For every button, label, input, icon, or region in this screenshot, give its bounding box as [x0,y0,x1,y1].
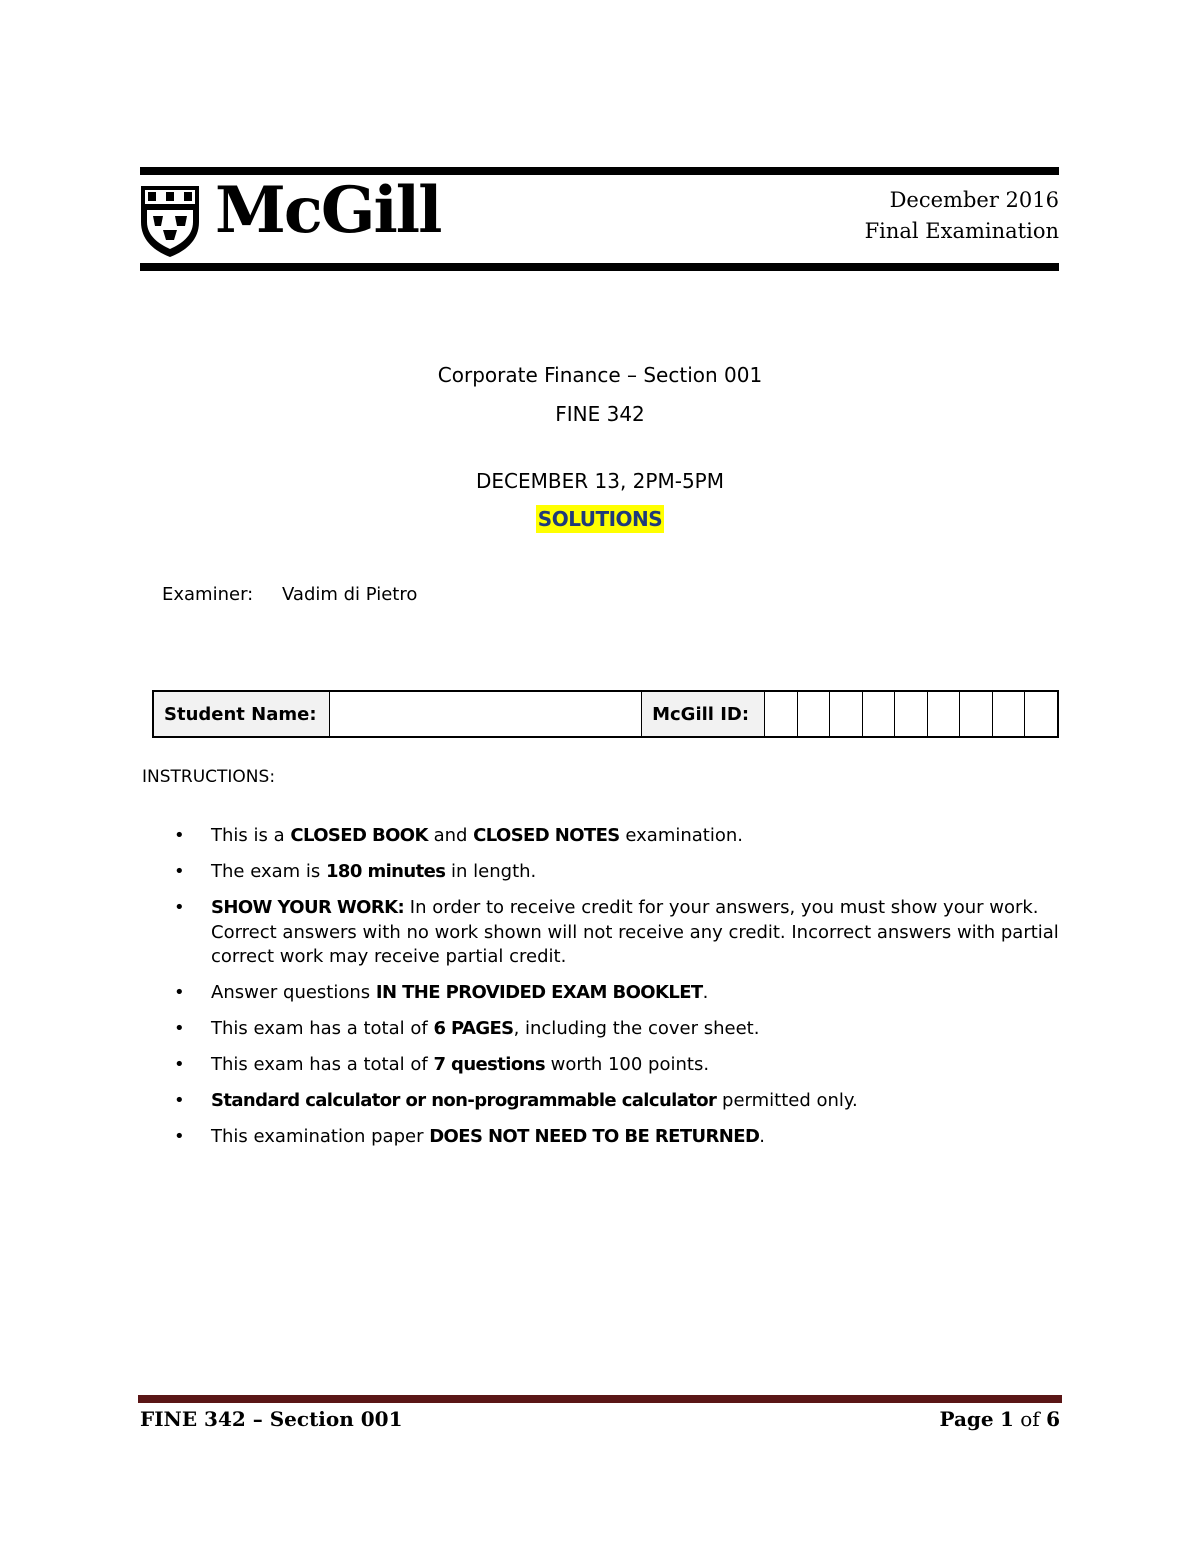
instruction-text: worth 100 points. [544,1054,710,1075]
mcgill-id-digit-box[interactable] [797,691,830,737]
instructions-title: INSTRUCTIONS: [142,767,276,787]
bullet-icon: • [174,1018,185,1039]
bullet-icon: • [174,1054,185,1075]
student-name-label: Student Name: [153,691,329,737]
footer-course: FINE 342 – Section 001 [140,1407,403,1431]
bullet-icon: • [174,825,185,846]
instruction-item [176,824,1066,849]
mcgill-id-digit-box[interactable] [992,691,1025,737]
instruction-emphasis: CLOSED BOOK [290,825,428,846]
mcgill-logo [139,173,459,260]
instruction-text: , including the cover sheet. [513,1018,760,1039]
instruction-text: The exam is [211,861,326,882]
bullet-icon: • [174,861,185,882]
course-code: FINE 342 [555,402,645,426]
instruction-item [176,1089,1066,1114]
bullet-icon: • [174,897,185,918]
instruction-text: in length. [445,861,537,882]
mcgill-id-digit-box[interactable] [862,691,895,737]
exam-date: December 2016 [889,188,1059,212]
page-of: of [1020,1407,1040,1431]
mcgill-id-digit-box[interactable] [960,691,993,737]
course-title: Corporate Finance – Section 001 [437,363,763,387]
student-id-table [152,690,1059,738]
exam-date-time: DECEMBER 13, 2PM-5PM [476,469,724,493]
instruction-text: Answer questions [211,982,376,1003]
page-total: 6 [1046,1407,1060,1431]
mcgill-crest-icon [139,184,201,258]
mcgill-id-label: McGill ID: [642,691,765,737]
instruction-text: permitted only. [716,1090,858,1111]
instruction-emphasis: 180 minutes [326,861,446,882]
mcgill-id-digit-box[interactable] [927,691,960,737]
instruction-emphasis: Standard calculator or non-programmable calculator [211,1090,717,1111]
solutions-label: SOLUTIONS [537,507,663,531]
examiner-label: Examiner: [162,584,254,605]
bullet-icon: • [174,982,185,1003]
instruction-text: This examination paper [211,1126,430,1147]
mcgill-id-digit-box[interactable] [1025,691,1058,737]
page-current: 1 [999,1407,1014,1431]
student-name-field[interactable] [329,691,641,737]
mcgill-wordmark: McGill [215,173,441,248]
instruction-emphasis: SHOW YOUR WORK: [211,897,405,918]
instruction-emphasis: CLOSED NOTES [473,825,620,846]
instruction-text: This is a [211,825,291,846]
mcgill-id-digit-box[interactable] [830,691,863,737]
instruction-text: This exam has a total of [211,1054,434,1075]
solutions-label-wrap [0,507,1200,531]
header-bottom-rule [140,263,1059,271]
footer-rule [138,1395,1062,1403]
instruction-text: and [427,825,474,846]
instruction-item [176,1053,1066,1078]
footer-page-number [939,1407,1060,1431]
instruction-emphasis: 7 questions [433,1054,545,1075]
instruction-emphasis: 6 PAGES [433,1018,514,1039]
examiner-name: Vadim di Pietro [282,584,418,605]
instruction-text: examination. [619,825,744,846]
instruction-text: In order to receive credit for your answers, you must show your work. Correct answers with no work shown will not receive any credit. Incorrect answers with partial correct work may receive partial credit. [211,897,1059,967]
instruction-item [176,896,1066,970]
instructions-list [176,824,1066,1161]
instruction-text: . [759,1126,766,1147]
instruction-text: This exam has a total of [211,1018,434,1039]
instruction-item [176,1017,1066,1042]
mcgill-id-digit-box[interactable] [895,691,928,737]
instruction-emphasis: DOES NOT NEED TO BE RETURNED [429,1126,760,1147]
instruction-item [176,860,1066,885]
instruction-item [176,1125,1066,1150]
page-label: Page [939,1407,994,1431]
bullet-icon: • [174,1090,185,1111]
instruction-item [176,981,1066,1006]
instruction-text: . [702,982,709,1003]
exam-type: Final Examination [864,219,1059,243]
bullet-icon: • [174,1126,185,1147]
mcgill-id-digit-box[interactable] [765,691,798,737]
instruction-emphasis: IN THE PROVIDED EXAM BOOKLET [375,982,703,1003]
